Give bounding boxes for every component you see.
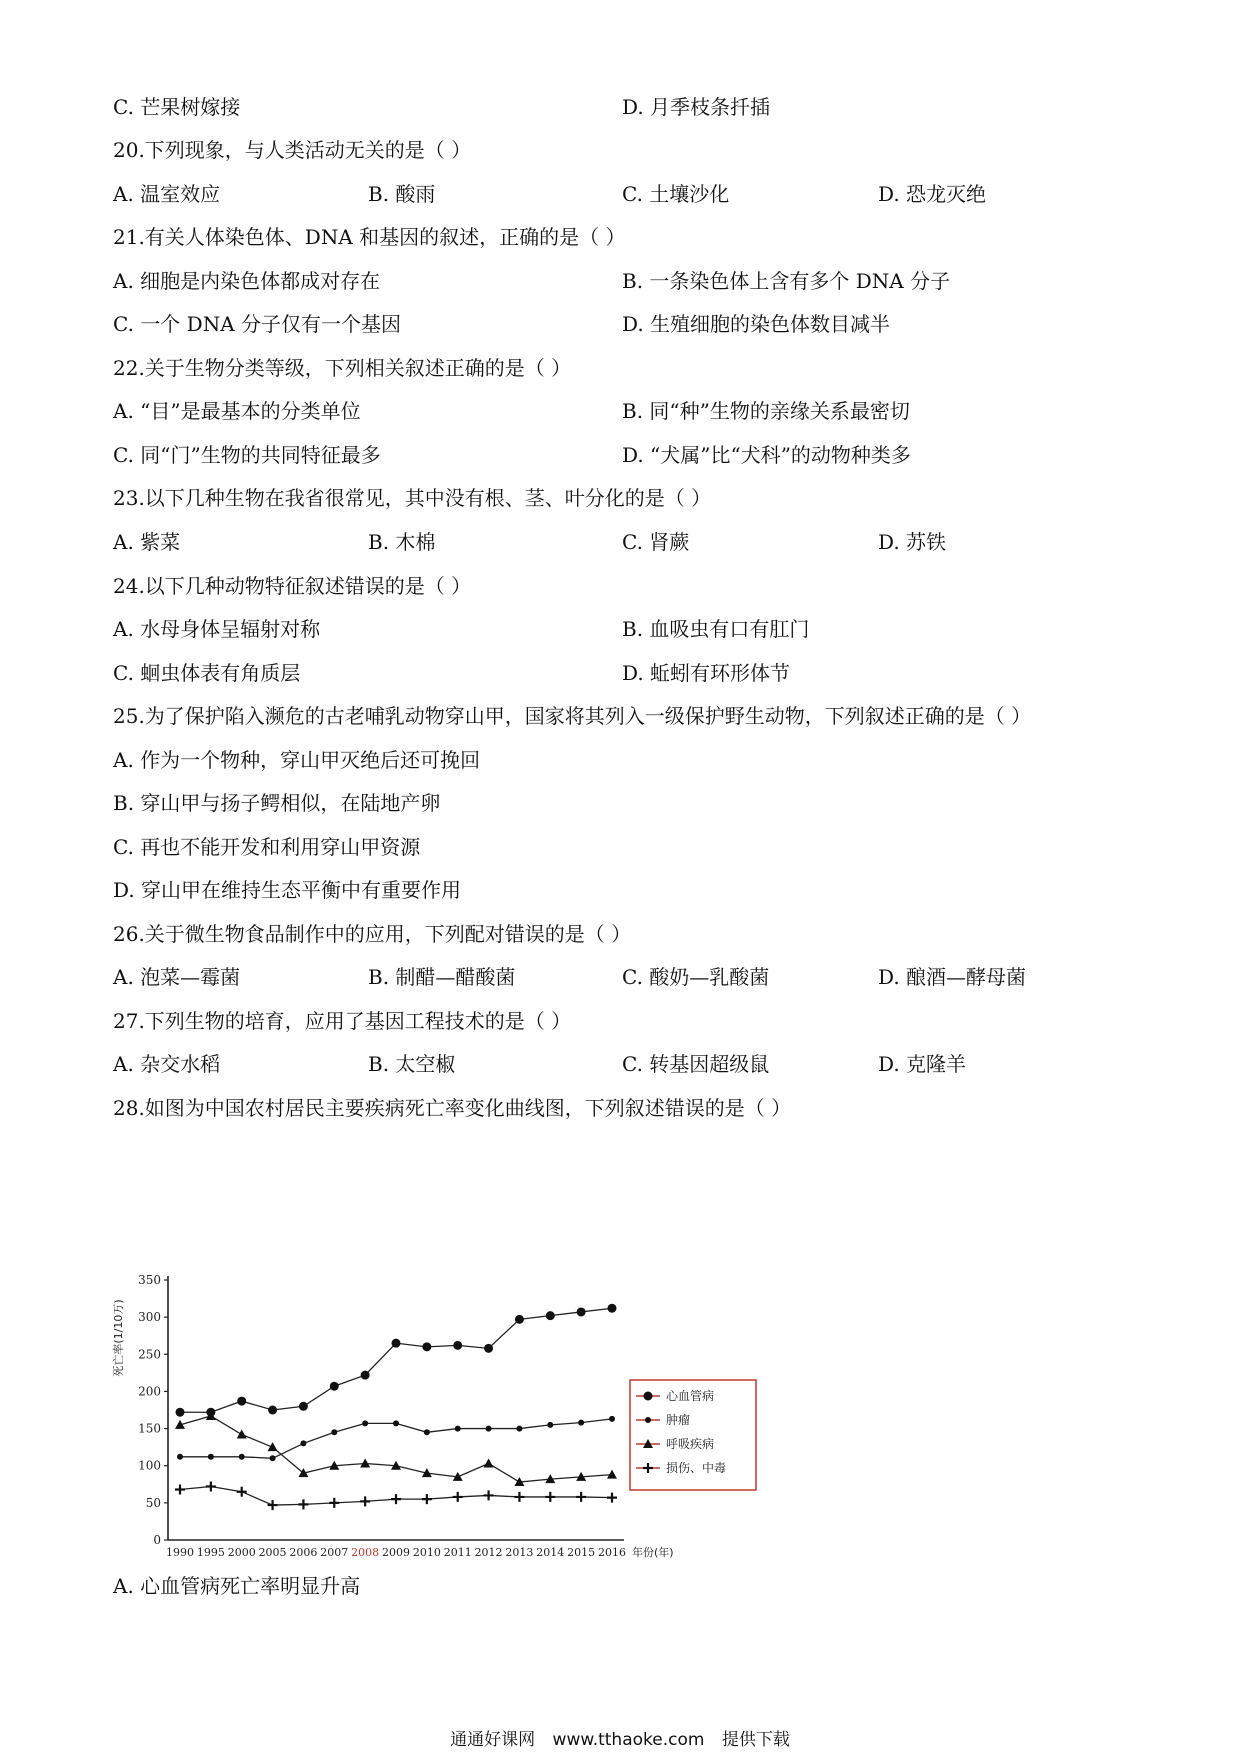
y-tick-label: 300 xyxy=(138,1310,161,1325)
series-2-point xyxy=(486,1426,492,1432)
series-2-point xyxy=(547,1422,553,1428)
series-2-point xyxy=(393,1420,399,1426)
series-2-point xyxy=(177,1454,183,1460)
x-tick-label: 2013 xyxy=(505,1546,534,1559)
q21-option-b: B. 一条染色体上含有多个 DNA 分子 xyxy=(622,269,951,293)
q24-option-d: D. 蚯蚓有环形体节 xyxy=(622,661,791,685)
series-4-point xyxy=(237,1487,247,1497)
mortality-chart xyxy=(110,1268,760,1568)
x-tick-label: 2011 xyxy=(443,1546,472,1559)
q28-stem: 28.如图为中国农村居民主要疾病死亡率变化曲线图，下列叙述错误的是（ ） xyxy=(113,1096,792,1120)
y-tick-label: 350 xyxy=(138,1273,161,1287)
x-tick-label: 2009 xyxy=(382,1546,410,1559)
page-footer xyxy=(0,1725,1240,1750)
series-2-point xyxy=(239,1454,245,1460)
series-1-point xyxy=(422,1342,431,1351)
q20-option-d: D. 恐龙灭绝 xyxy=(878,182,987,206)
legend-label-2: 肿瘤 xyxy=(666,1413,691,1427)
q27-option-a: A. 杂交水稻 xyxy=(113,1052,221,1076)
q25-option-a: A. 作为一个物种，穿山甲灭绝后还可挽回 xyxy=(113,748,481,772)
x-tick-label: 2015 xyxy=(567,1546,596,1559)
q23-option-c: C. 肾蕨 xyxy=(622,530,690,554)
q28-option-a: A. 心血管病死亡率明显升高 xyxy=(113,1574,361,1598)
series-4-point xyxy=(360,1496,370,1506)
series-4-point xyxy=(514,1492,524,1502)
q19-option-c: C. 芒果树嫁接 xyxy=(113,95,241,119)
legend-label-1: 心血管病 xyxy=(666,1389,715,1403)
series-4-point xyxy=(175,1484,185,1494)
series-4-point xyxy=(422,1494,432,1504)
series-4-point xyxy=(298,1499,308,1509)
q22-option-b: B. 同“种”生物的亲缘关系最密切 xyxy=(622,399,910,423)
series-2-point xyxy=(362,1420,368,1426)
series-3-point xyxy=(607,1470,617,1479)
q20-option-c: C. 土壤沙化 xyxy=(622,182,730,206)
legend-marker-2 xyxy=(645,1417,651,1423)
footer-url[interactable]: www.tthaoke.com xyxy=(552,1730,705,1750)
q22-stem: 22.关于生物分类等级，下列相关叙述正确的是（ ） xyxy=(113,356,572,380)
series-1-point xyxy=(546,1311,555,1320)
q26-option-b: B. 制醋—醋酸菌 xyxy=(368,965,516,989)
series-1-point xyxy=(608,1304,617,1313)
q20-option-b: B. 酸雨 xyxy=(368,182,436,206)
y-tick-label: 0 xyxy=(153,1533,161,1547)
q24-stem: 24.以下几种动物特征叙述错误的是（ ） xyxy=(113,574,472,598)
footer-site-name: 通通好课网 xyxy=(450,1730,536,1750)
x-tick-label: 2005 xyxy=(258,1546,287,1559)
q26-stem: 26.关于微生物食品制作中的应用，下列配对错误的是（ ） xyxy=(113,922,632,946)
q27-option-b: B. 太空椒 xyxy=(368,1052,456,1076)
q22-option-d: D. “犬属”比“犬科”的动物种类多 xyxy=(622,443,911,467)
q25-option-b: B. 穿山甲与扬子鳄相似，在陆地产卵 xyxy=(113,791,441,815)
q27-option-c: C. 转基因超级鼠 xyxy=(622,1052,770,1076)
q25-option-d: D. 穿山甲在维持生态平衡中有重要作用 xyxy=(113,878,462,902)
series-1-point xyxy=(176,1408,185,1417)
footer-action: 提供下载 xyxy=(721,1730,790,1750)
x-tick-label: 2000 xyxy=(227,1546,256,1559)
series-1-point xyxy=(237,1397,246,1406)
q25-option-c: C. 再也不能开发和利用穿山甲资源 xyxy=(113,835,421,859)
series-2-point xyxy=(331,1429,337,1435)
q23-stem: 23.以下几种生物在我省很常见，其中没有根、茎、叶分化的是（ ） xyxy=(113,486,712,510)
series-2-point xyxy=(455,1426,461,1432)
y-tick-label: 200 xyxy=(138,1384,161,1399)
series-1-point xyxy=(392,1339,401,1348)
y-tick-label: 150 xyxy=(138,1421,161,1436)
series-1-point xyxy=(330,1382,339,1391)
legend-label-3: 呼吸疾病 xyxy=(666,1437,715,1451)
series-4-point xyxy=(206,1482,216,1492)
series-1-point xyxy=(484,1344,493,1353)
q27-option-d: D. 克隆羊 xyxy=(878,1052,967,1076)
legend-label-4: 损伤、中毒 xyxy=(666,1461,727,1475)
series-4-point xyxy=(484,1490,494,1500)
series-line-1 xyxy=(180,1308,612,1412)
q24-option-b: B. 血吸虫有口有肛门 xyxy=(622,617,810,641)
x-tick-label: 1995 xyxy=(196,1546,225,1559)
q27-stem: 27.下列生物的培育，应用了基因工程技术的是（ ） xyxy=(113,1009,572,1033)
series-1-point xyxy=(299,1402,308,1411)
series-4-point xyxy=(545,1492,555,1502)
y-tick-label: 50 xyxy=(145,1495,161,1510)
series-2-point xyxy=(300,1440,306,1446)
series-1-point xyxy=(577,1307,586,1316)
q22-option-a: A. “目”是最基本的分类单位 xyxy=(113,399,361,423)
x-tick-label: 2014 xyxy=(536,1546,565,1559)
x-tick-label: 2006 xyxy=(289,1546,318,1559)
x-tick-label: 2012 xyxy=(474,1546,503,1559)
series-2-point xyxy=(270,1455,276,1461)
q19-option-d: D. 月季枝条扦插 xyxy=(622,95,771,119)
q24-option-a: A. 水母身体呈辐射对称 xyxy=(113,617,321,641)
q20-option-a: A. 温室效应 xyxy=(113,182,221,206)
q26-option-d: D. 酿酒—酵母菌 xyxy=(878,965,1027,989)
x-tick-label: 2008 xyxy=(351,1546,380,1559)
series-2-point xyxy=(424,1429,430,1435)
x-axis-label: 年份(年) xyxy=(632,1546,674,1559)
q23-option-b: B. 木棉 xyxy=(368,530,436,554)
q22-option-c: C. 同“门”生物的共同特征最多 xyxy=(113,443,381,467)
q23-option-d: D. 苏铁 xyxy=(878,530,947,554)
series-3-point xyxy=(268,1442,278,1451)
series-4-point xyxy=(329,1498,339,1508)
y-tick-label: 100 xyxy=(138,1458,161,1473)
q26-option-c: C. 酸奶—乳酸菌 xyxy=(622,965,770,989)
legend-marker-1 xyxy=(644,1392,653,1401)
q23-option-a: A. 紫菜 xyxy=(113,530,181,554)
mortality-chart-svg xyxy=(110,1268,760,1568)
series-1-point xyxy=(361,1371,370,1380)
x-tick-label: 2016 xyxy=(598,1546,626,1559)
series-2-point xyxy=(208,1454,214,1460)
series-4-point xyxy=(453,1492,463,1502)
series-2-point xyxy=(578,1420,584,1426)
q26-option-a: A. 泡菜—霉菌 xyxy=(113,965,241,989)
q20-stem: 20.下列现象，与人类活动无关的是（ ） xyxy=(113,138,472,162)
q25-stem: 25.为了保护陷入濒危的古老哺乳动物穿山甲，国家将其列入一级保护野生动物，下列叙述正确的是（ ） xyxy=(113,704,1032,728)
series-2-point xyxy=(516,1426,522,1432)
series-3-point xyxy=(360,1458,370,1467)
series-4-point xyxy=(268,1500,278,1510)
x-tick-label: 2007 xyxy=(320,1546,349,1559)
q21-stem: 21.有关人体染色体、DNA 和基因的叙述，正确的是（ ） xyxy=(113,225,626,249)
q24-option-c: C. 蛔虫体表有角质层 xyxy=(113,661,301,685)
x-tick-label: 2010 xyxy=(412,1546,441,1559)
series-3-point xyxy=(237,1430,247,1439)
q21-option-d: D. 生殖细胞的染色体数目减半 xyxy=(622,312,891,336)
series-3-point xyxy=(484,1458,494,1467)
series-1-point xyxy=(268,1406,277,1415)
series-4-point xyxy=(391,1494,401,1504)
series-1-point xyxy=(453,1341,462,1350)
q21-option-a: A. 细胞是内染色体都成对存在 xyxy=(113,269,381,293)
series-4-point xyxy=(576,1492,586,1502)
y-tick-label: 250 xyxy=(138,1347,161,1362)
x-tick-label: 1990 xyxy=(166,1546,194,1559)
q21-option-c: C. 一个 DNA 分子仅有一个基因 xyxy=(113,312,401,336)
series-2-point xyxy=(609,1416,615,1422)
y-axis-label: 死亡率(1/10万) xyxy=(112,1299,125,1377)
series-4-point xyxy=(607,1493,617,1503)
series-1-point xyxy=(515,1315,524,1324)
